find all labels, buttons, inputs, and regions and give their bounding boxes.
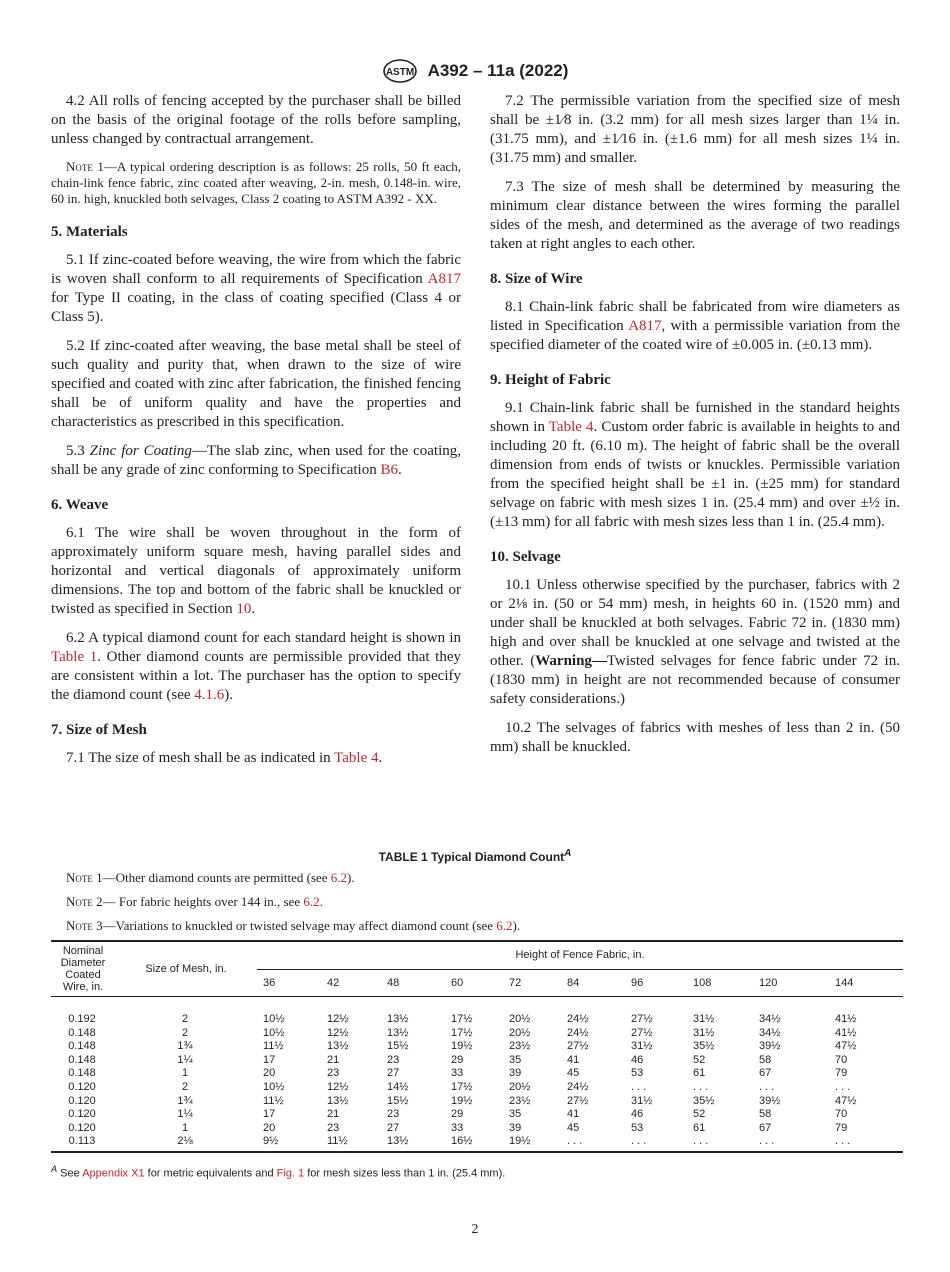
table-cell: 33 [451, 1121, 464, 1134]
footnote-text: See [57, 1167, 83, 1180]
table-cell: 35 [509, 1053, 522, 1066]
table-cell: 17 [263, 1053, 276, 1066]
table-cell: 23 [327, 1121, 340, 1134]
paragraph-4-2: 4.2 All rolls of fencing accepted by the purchaser shall be billed on the basis of the original footage of the rolls before sampling, unless changed by contractual arrangement. [51, 93, 461, 147]
table-cell: 27½ [631, 1013, 653, 1025]
table-cell: 27½ [631, 1026, 653, 1039]
table-cell: 47½ [835, 1040, 857, 1053]
table-cell: 10½ [263, 1080, 285, 1093]
table-row [51, 997, 903, 1027]
table-cell: 24½ [567, 1080, 589, 1093]
paragraph-5-3 [51, 442, 461, 480]
table-cell: 20 [263, 1121, 276, 1134]
table-body [51, 997, 903, 1152]
paragraph-10-2: 10.2 The selvages of fabrics with meshes of less than 2 in. (50 mm) shall be knuckled. [490, 720, 900, 755]
link-a817[interactable]: A817 [628, 318, 662, 334]
note-label: Note 2 [66, 894, 103, 909]
note-label: Note 3 [66, 918, 103, 933]
page-number: 2 [471, 1222, 479, 1237]
paragraph-5-1 [51, 251, 461, 327]
text-run: ). [224, 687, 234, 703]
text-run: 8.1 Chain-link fabric shall be fabricated from wire diameters as listed in Specification [490, 299, 900, 334]
column-header-height: 96 [625, 969, 687, 996]
note-text: —Other diamond counts are permitted (see [102, 870, 331, 885]
link-section-10[interactable]: 10 [236, 601, 252, 617]
footnote-marker: A [51, 1164, 58, 1174]
table-cell: 17½ [451, 1026, 473, 1039]
text-run: —The slab zinc, when used for the coating, shall be any grade of zinc conforming to Specification [51, 443, 462, 478]
table-cell: 31½ [631, 1094, 653, 1107]
italic-term: Zinc for Coating [89, 443, 192, 459]
table-cell: 47½ [835, 1094, 857, 1107]
table-cell: 17½ [451, 1013, 473, 1025]
table-cell: 35½ [693, 1094, 715, 1107]
table-cell: 19½ [451, 1094, 473, 1107]
section-heading-weave: 6. Weave [51, 497, 109, 513]
text-run: . Custom order fabric is available in heights to and including 20 ft. (6.10 m). The height of fabric shall be the overall dimension from ends of twists or knuckles. Permissible variation from the specified height shall be ±1 in. (±25 mm) for standard selvage on fabric with mesh sizes 1 in. (25.4 mm) and over ±½ in. (±13 mm) for all fabric with mesh sizes less than 1 in. (25.4 mm). [490, 419, 900, 530]
table-cell: 0.120 [68, 1094, 96, 1107]
column-header-mesh-size: Size of Mesh, in. [115, 941, 257, 997]
note-text: . [319, 894, 323, 909]
page-header [0, 58, 950, 84]
text-run: 10.1 Unless otherwise specified by the purchaser, fabrics with 2 or 2⅛ in. (50 or 54 mm) mesh, in heights 60 in. (1520 mm) and under shall be knuckled at both selvages. Fabric 72 in. (1830 mm) high and over shall be knuckled at one selvage and twisted at the other. ( [490, 577, 900, 669]
astm-logo-icon [382, 58, 418, 84]
table-cell: 19½ [503, 1135, 561, 1152]
table-cell: 19½ [451, 1040, 473, 1053]
table-cell: 41½ [835, 1026, 857, 1039]
text-run: 6.1 The wire shall be woven throughout in the form of approximately uniform square mesh, having parallel sides and horizontal and vertical diagonals of approximately uniform dimensions. The top and bottom of the fabric shall be knuckled or twisted as specified in Section [51, 525, 461, 617]
paragraph-7-2: 7.2 The permissible variation from the specified size of mesh shall be ±1⁄8 in. (3.2 mm) for all mesh sizes larger than 1¼ in. (31.75 mm), and ±1⁄16 in. (±1.6 mm) for all mesh sizes 1¼ in. (31.75 mm) and smaller. [490, 93, 900, 166]
table-row [51, 1027, 903, 1041]
table-cell: 20½ [509, 1080, 531, 1093]
table-cell: 12½ [327, 1080, 349, 1093]
table-cell: 0.113 [51, 1135, 115, 1152]
column-header-height-span: Height of Fence Fabric, in. [257, 941, 903, 969]
link-6-2[interactable]: 6.2 [496, 918, 513, 933]
text-run: . [251, 601, 256, 617]
table-cell: 35 [509, 1108, 522, 1121]
section-heading-materials: 5. Materials [51, 224, 128, 240]
text-run: 5.3 [66, 443, 90, 459]
note-label: Note 1 [66, 159, 104, 174]
section-heading-size-of-mesh: 7. Size of Mesh [51, 722, 147, 738]
table-row [51, 1054, 903, 1068]
table-cell: 45 [567, 1067, 580, 1080]
section-heading-height-of-fabric: 9. Height of Fabric [490, 372, 611, 388]
text-run: 5.1 If zinc-coated before weaving, the wire from which the fabric is woven shall conform to all requirements of Specification [51, 252, 461, 287]
footnote-text: for mesh sizes less than 1 in. (25.4 mm). [304, 1167, 506, 1180]
link-a817[interactable]: A817 [427, 271, 461, 287]
right-column [490, 92, 900, 767]
warning-label: Warning— [535, 653, 607, 669]
link-6-2[interactable]: 6.2 [330, 870, 348, 885]
table-cell: 13½ [381, 1135, 445, 1152]
table-cell: 11½ [321, 1135, 381, 1152]
table-cell: 2 [181, 1013, 189, 1025]
table-cell: 1 [181, 1067, 189, 1080]
paragraph-9-1 [490, 399, 900, 532]
table-cell: 70 [835, 1108, 848, 1121]
table-cell: 27½ [567, 1094, 589, 1107]
table-cell: 13½ [387, 1026, 409, 1039]
table-cell: . . . [829, 1135, 903, 1152]
table-row [51, 1108, 903, 1122]
column-header-diameter: Nominal Diameter Coated Wire, in. [51, 941, 115, 997]
section-heading-selvage: 10. Selvage [490, 549, 561, 565]
table-cell: 1¼ [177, 1053, 193, 1066]
table-cell: 0.120 [68, 1080, 96, 1093]
table-cell: . . . [835, 1080, 851, 1093]
table-cell: 2 [181, 1080, 189, 1093]
table-cell: 29 [451, 1108, 464, 1121]
table-cell: 2 [181, 1026, 189, 1039]
paragraph-10-1 [490, 576, 900, 709]
paragraph-7-3: 7.3 The size of mesh shall be determined by measuring the minimum clear distance between the wires forming the parallel sides of the mesh, and determined as the average of two readings taken at right angles to each other. [490, 179, 900, 252]
table-cell: 13½ [327, 1040, 349, 1053]
table-cell: 27 [387, 1067, 400, 1080]
table-cell: 21 [327, 1108, 340, 1121]
table-cell: 15½ [387, 1040, 409, 1053]
table-cell: 67 [759, 1121, 772, 1134]
paragraph-5-2: 5.2 If zinc-coated after weaving, the base metal shall be steel of such quality and purity that, when drawn to the size of wire specified and coated with zinc after fabrication, the finished fencing shall be of uniform quality and have the properties and characteristics as prescribed in this specification. [51, 338, 461, 430]
table-cell: 41 [567, 1108, 580, 1121]
link-table-4[interactable]: Table 4 [548, 419, 594, 435]
note-text: —A typical ordering description is as follows: 25 rolls, 50 ft each, chain-link fence fabric, zinc coated after weaving, 2-in. mesh, 0.148-in. wire, 60 in. high, knuckled both selvages, Class 2 coating to ASTM A392 - XX. [51, 159, 461, 206]
column-header-height: 120 [753, 969, 829, 996]
link-6-2[interactable]: 6.2 [303, 894, 320, 909]
table-row [51, 1095, 903, 1109]
column-header-height: 42 [321, 969, 381, 996]
table-row [51, 1081, 903, 1095]
table-header-row [51, 941, 903, 969]
text-run: for Type II coating, in the class of coating specified (Class 4 or Class 5). [51, 290, 461, 325]
table-cell: 1¾ [177, 1094, 193, 1107]
table-cell: 31½ [693, 1026, 715, 1039]
table-cell: 53 [631, 1121, 644, 1134]
table-cell: 10½ [263, 1026, 285, 1039]
table-cell: 2⅛ [115, 1135, 257, 1152]
diamond-count-table [51, 940, 903, 1153]
table-cell: 52 [693, 1053, 706, 1066]
table-cell: 53 [631, 1067, 644, 1080]
table-cell: 33 [451, 1067, 464, 1080]
table-cell: 35½ [693, 1040, 715, 1053]
table-cell: 0.192 [68, 1013, 96, 1025]
table-cell: 61 [693, 1121, 706, 1134]
note-label: Note 1 [66, 870, 103, 885]
table-cell: 17½ [451, 1080, 473, 1093]
table-cell: . . . [693, 1080, 709, 1093]
table-cell: 23½ [509, 1040, 531, 1053]
table-cell: 13½ [327, 1094, 349, 1107]
column-header-height: 108 [687, 969, 753, 996]
column-header-height: 144 [829, 969, 903, 996]
note-text: ). [512, 918, 521, 933]
table-cell: 11½ [263, 1040, 284, 1053]
table-note [66, 894, 520, 910]
text-run: . [398, 462, 402, 478]
table-cell: 20½ [509, 1013, 531, 1025]
column-header-height: 72 [503, 969, 561, 996]
table-cell: 0.148 [68, 1026, 96, 1039]
table-cell: . . . [631, 1080, 647, 1093]
table-note [66, 870, 520, 886]
link-table-4[interactable]: Table 4 [334, 750, 379, 766]
table-row [51, 1135, 903, 1152]
table-cell: 23 [387, 1053, 400, 1066]
table-cell: 58 [759, 1053, 772, 1066]
table-cell: 14½ [387, 1080, 409, 1093]
table-row [51, 1122, 903, 1136]
table-cell: 79 [835, 1121, 848, 1134]
column-header-height: 48 [381, 969, 445, 996]
table-cell: . . . [759, 1080, 775, 1093]
column-header-height: 84 [561, 969, 625, 996]
note-text: —Variations to knuckled or twisted selvage may affect diamond count (see [102, 918, 497, 933]
note-text: ). [347, 870, 355, 885]
table-title [0, 848, 950, 864]
table-cell: 41 [567, 1053, 580, 1066]
note-1 [51, 159, 461, 207]
table-cell: 31½ [693, 1013, 715, 1025]
table-note [66, 918, 520, 934]
table-cell: 0.120 [68, 1108, 96, 1121]
table-cell: 46 [631, 1053, 644, 1066]
table-cell: . . . [753, 1135, 829, 1152]
table-cell: 10½ [263, 1013, 285, 1025]
table-row [51, 1067, 903, 1081]
table-cell: . . . [625, 1135, 687, 1152]
table-cell: 17 [263, 1108, 276, 1121]
standard-designation: A392 – 11a (2022) [427, 61, 569, 80]
table-cell: 79 [835, 1067, 848, 1080]
table-cell: . . . [561, 1135, 625, 1152]
text-run: 9.1 Chain-link fabric shall be furnished in the standard heights shown in [490, 400, 900, 435]
svg-text:ASTM: ASTM [385, 67, 414, 78]
table-cell: 46 [631, 1108, 644, 1121]
text-run: Twisted selvages for fence fabric under 72 in. (1830 mm) in height are not recommended because of consumer safety considerations.) [490, 653, 900, 707]
column-header-height: 36 [257, 969, 321, 996]
link-4-1-6[interactable]: 4.1.6 [194, 687, 225, 703]
table-cell: 27 [387, 1121, 400, 1134]
table-title-text: TABLE 1 Typical Diamond Count [378, 850, 565, 864]
table-cell: 39½ [759, 1040, 781, 1053]
table-cell: 45 [567, 1121, 580, 1134]
link-b6[interactable]: B6 [380, 462, 398, 478]
table-cell: 52 [693, 1108, 706, 1121]
text-run: , with a permissible variation from the specified diameter of the coated wire of ±0.005 in. (±0.13 mm). [490, 318, 901, 353]
table-cell: 24½ [567, 1026, 589, 1039]
link-fig-1[interactable]: Fig. 1 [276, 1167, 305, 1180]
section-heading-size-of-wire: 8. Size of Wire [490, 271, 583, 287]
table-cell: 67 [759, 1067, 772, 1080]
table-cell: 70 [835, 1053, 848, 1066]
table-cell: 0.148 [68, 1040, 96, 1053]
link-appendix-x1[interactable]: Appendix X1 [82, 1167, 145, 1180]
table-cell: 39 [509, 1121, 522, 1134]
table-cell: 39 [509, 1067, 522, 1080]
paragraph-7-1 [51, 749, 461, 768]
text-run: . [378, 750, 383, 766]
table-cell: 20½ [509, 1026, 531, 1039]
table-cell: 16½ [445, 1135, 503, 1152]
text-run: 7.1 The size of mesh shall be as indicated in [66, 750, 335, 766]
paragraph-8-1 [490, 298, 900, 355]
text-run: 6.2 A typical diamond count for each standard height is shown in [66, 630, 461, 646]
table-cell: 31½ [631, 1040, 653, 1053]
table-cell: 12½ [327, 1013, 349, 1025]
table-cell: 34½ [759, 1013, 781, 1025]
table-cell: 15½ [387, 1094, 409, 1107]
table-cell: 24½ [567, 1013, 589, 1025]
table-cell: 1 [181, 1121, 189, 1134]
paragraph-6-1 [51, 524, 461, 619]
note-text: — For fabric heights over 144 in., see [102, 894, 304, 909]
column-header-height: 60 [445, 969, 503, 996]
table-cell: 0.148 [68, 1067, 96, 1080]
table-cell: 41½ [835, 1013, 857, 1025]
table-cell: 1¼ [177, 1108, 193, 1121]
table-cell: 39½ [759, 1094, 781, 1107]
table-cell: . . . [687, 1135, 753, 1152]
table-footnote [51, 1164, 505, 1180]
table-cell: 23 [327, 1067, 340, 1080]
table-cell: 21 [327, 1053, 340, 1066]
link-table-1[interactable]: Table 1 [51, 649, 98, 665]
table-cell: 0.120 [68, 1121, 96, 1134]
table-cell: 0.148 [68, 1053, 96, 1066]
left-column [51, 92, 461, 778]
table-cell: 23½ [509, 1094, 531, 1107]
footnote-text: for metric equivalents and [144, 1167, 277, 1180]
paragraph-6-2 [51, 629, 461, 705]
table-cell: 23 [387, 1108, 400, 1121]
table-cell: 61 [693, 1067, 706, 1080]
table-cell: 13½ [387, 1013, 409, 1025]
text-run: . Other diamond counts are permissible provided that they are consistent within a lot. The purchaser has the option to specify the diamond count (see [51, 649, 461, 703]
table-cell: 27½ [567, 1040, 589, 1053]
table-cell: 11½ [263, 1094, 284, 1107]
table-cell: 58 [759, 1108, 772, 1121]
table-notes [66, 870, 520, 942]
table-title-footnote-marker: A [564, 848, 572, 859]
table-cell: 12½ [327, 1026, 349, 1039]
table-cell: 29 [451, 1053, 464, 1066]
table-row [51, 1040, 903, 1054]
table-cell: 34½ [759, 1026, 781, 1039]
table-cell: 9½ [257, 1135, 321, 1152]
table-cell: 1¾ [177, 1040, 193, 1053]
table-cell: 20 [263, 1067, 276, 1080]
